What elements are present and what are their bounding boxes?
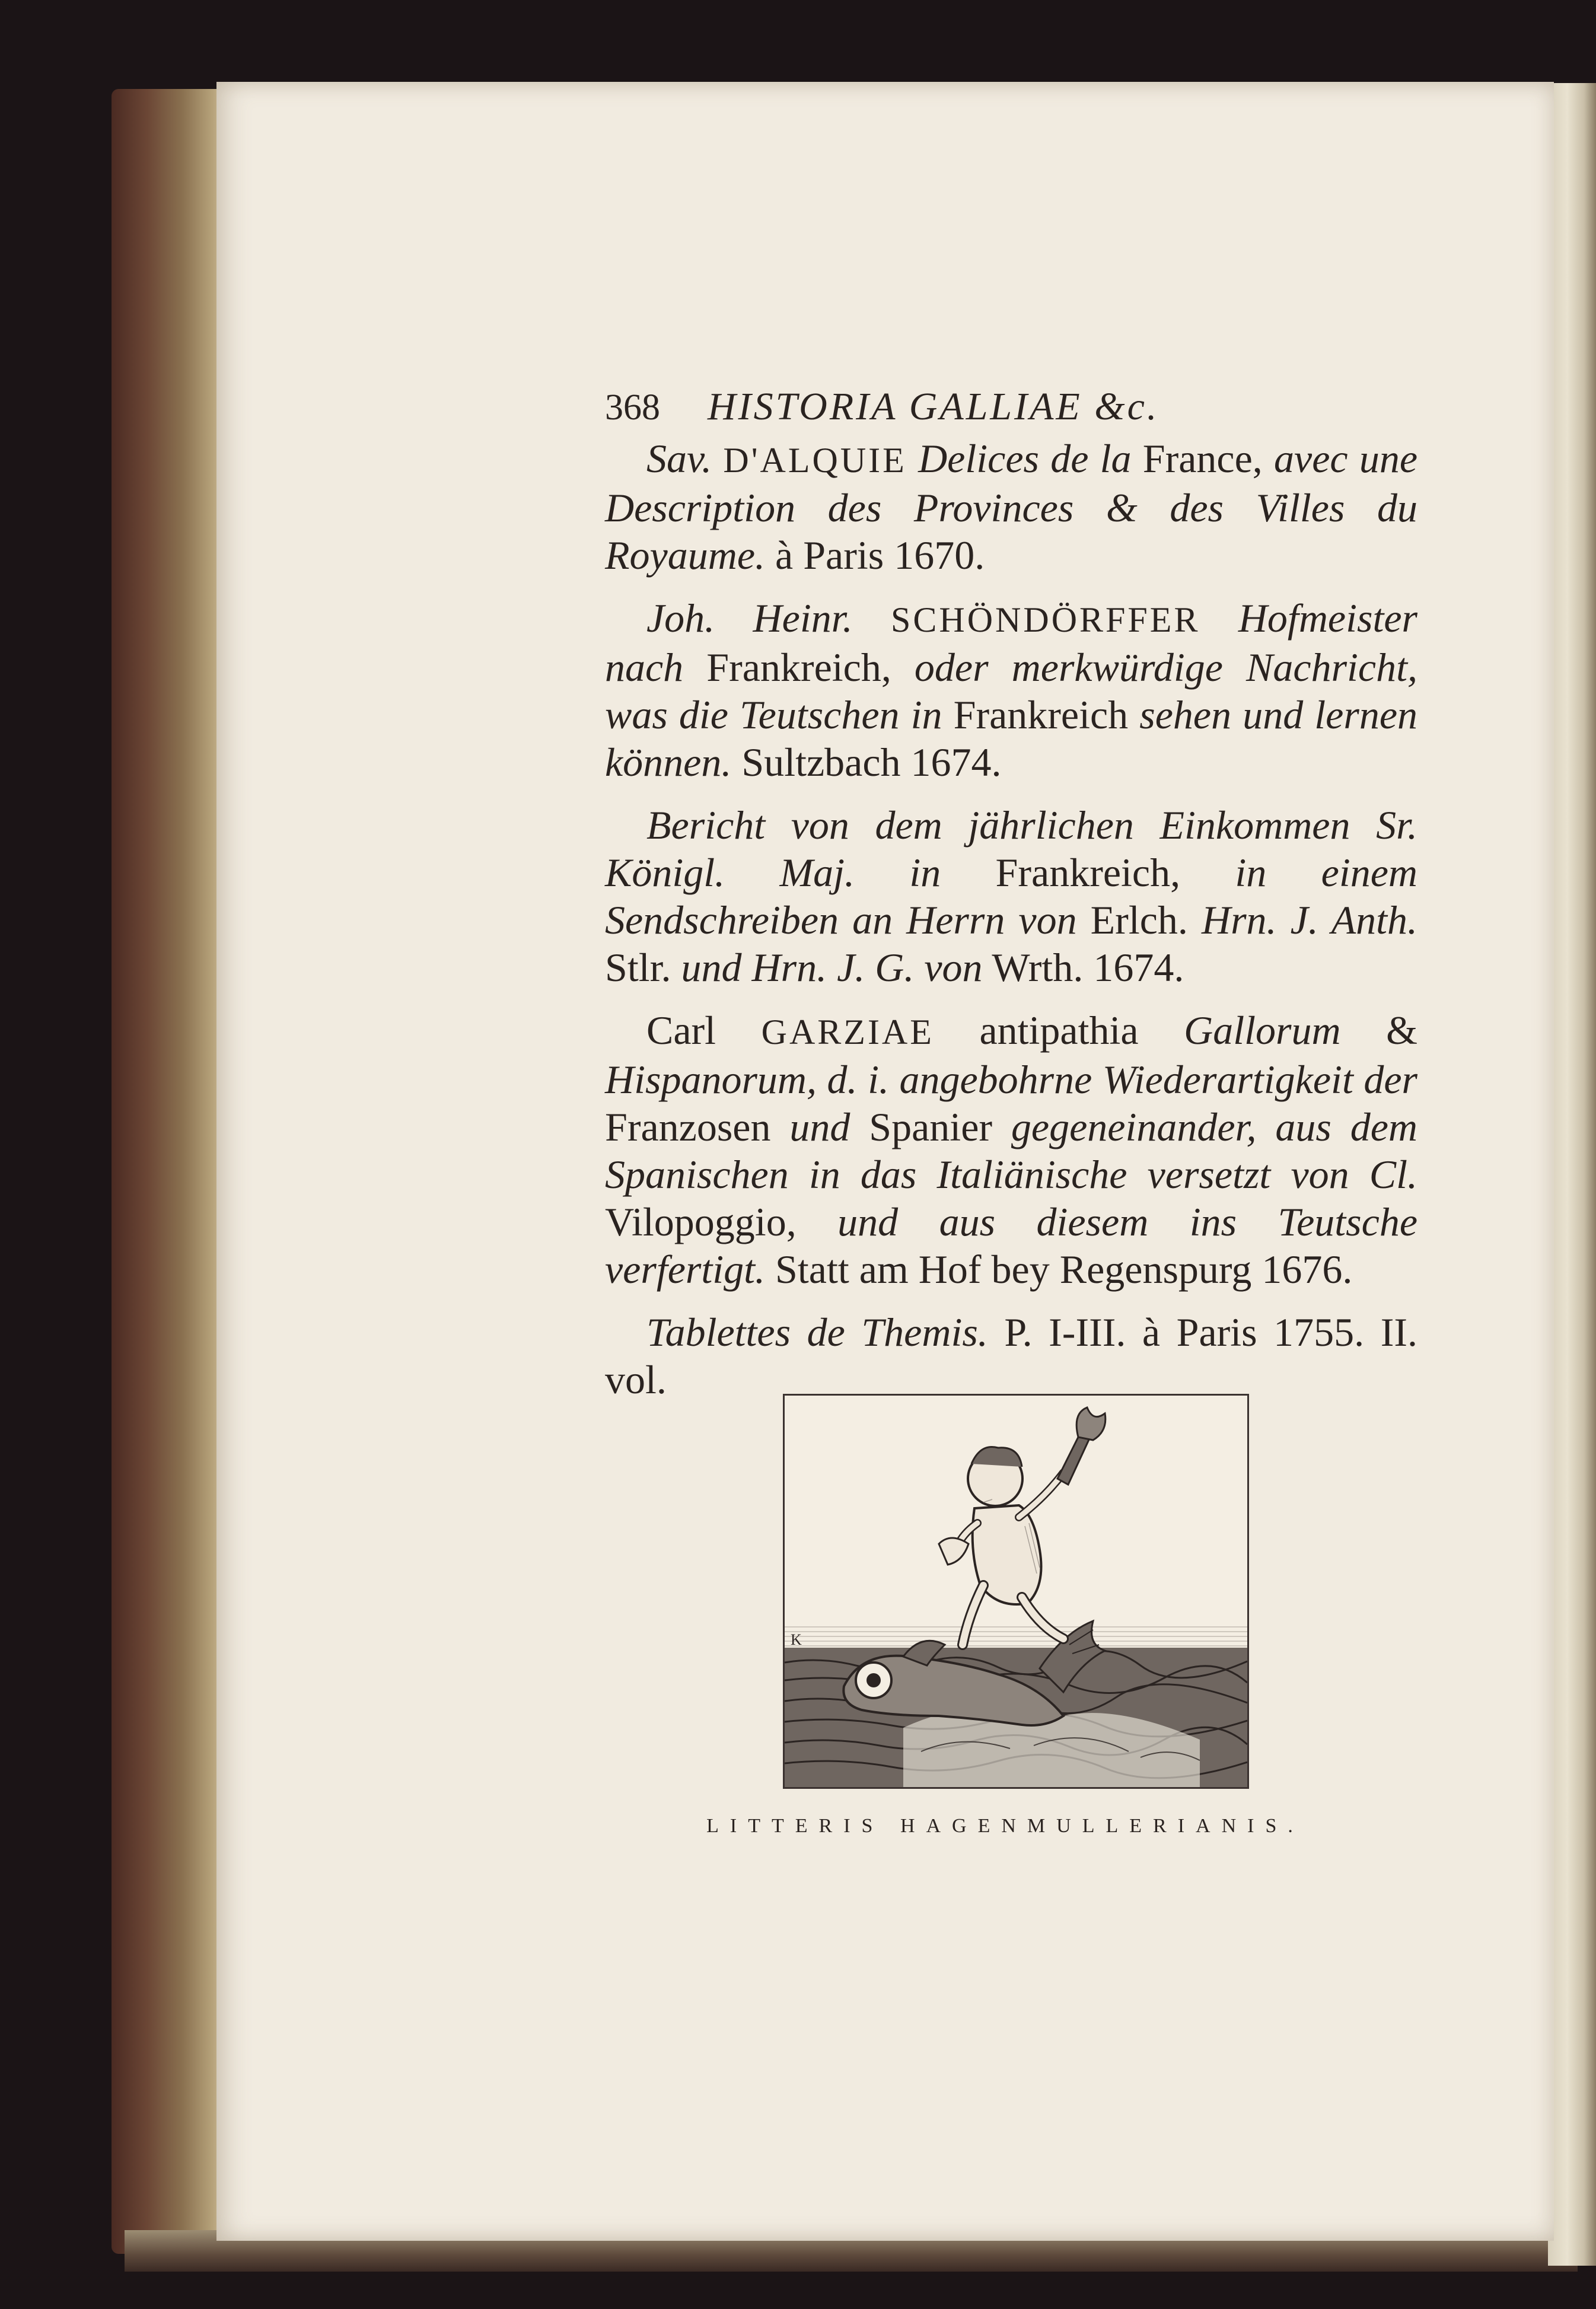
author-surname: SCHÖNDÖRFFER: [891, 600, 1200, 639]
entry-title: Delices de la: [918, 436, 1132, 481]
entry-title-roman: Frankreich,: [995, 850, 1181, 895]
entry-title-roman: Frankreich,: [706, 645, 891, 690]
entry-imprint: à Paris 1670.: [775, 533, 985, 578]
entry-title-roman: Frankreich: [953, 692, 1129, 737]
entry-imprint: P. I-III. à Paris 1755. II. vol.: [605, 1310, 1417, 1402]
entry-name: Stlr.: [605, 945, 671, 990]
entry-title: Gallorum: [1184, 1008, 1341, 1053]
author-surname: D'ALQUIE: [723, 441, 907, 480]
entry-text: Franzosen: [605, 1104, 771, 1149]
bibliography-entry: [605, 594, 1417, 786]
author-forename: Joh. Heinr.: [646, 595, 853, 641]
bibliography-entry: [605, 1308, 1417, 1403]
engraver-mark: K: [791, 1631, 802, 1648]
facing-page-edge: [1548, 83, 1596, 2266]
entry-title: Bericht von dem jährlichen Einkommen Sr. Königl. Maj. in: [605, 802, 1417, 895]
cherub-on-dolphin-icon: [785, 1396, 1247, 1787]
entry-title: gegeneinander, aus dem Spanischen in das Italiänische versetzt von Cl.: [605, 1104, 1418, 1197]
entry-name: Wrth. 1674.: [992, 945, 1184, 990]
author-forename: Carl: [646, 1008, 716, 1053]
book-left-edge: [112, 89, 230, 2254]
entry-title: in einem Sendschreiben an Herrn von: [605, 850, 1417, 942]
entry-text: antipathia: [979, 1008, 1139, 1053]
entry-title: und aus diesem ins Teutsche verfertigt.: [605, 1199, 1417, 1292]
running-head: [605, 386, 1417, 429]
vignette-engraving: [783, 1394, 1249, 1789]
entry-title: sehen und lernen können.: [605, 692, 1418, 785]
entry-title: und Hrn. J. G. von: [681, 945, 983, 990]
entry-name: Erlch.: [1090, 897, 1188, 942]
page-number: 368: [605, 387, 660, 428]
author-forename: Sav.: [646, 436, 712, 481]
entry-imprint: Sultzbach 1674.: [741, 740, 1002, 785]
bibliography-entry: [605, 435, 1417, 579]
entry-title: Hispanorum, d. i. angebohrne Wiederartigkeit der: [605, 1057, 1417, 1102]
entry-text: &: [1386, 1008, 1417, 1053]
colophon: LITTERIS HAGENMULLERIANIS.: [706, 1815, 1304, 1837]
text-block: [605, 386, 1417, 1419]
entry-title: Hrn. J. Anth.: [1201, 897, 1418, 942]
entry-title: oder merkwürdige Nachricht, was die Teutschen in: [605, 645, 1418, 737]
author-surname: GARZIAE: [761, 1012, 934, 1052]
entry-text: Vilopoggio,: [605, 1199, 797, 1244]
entry-title-roman: France,: [1142, 436, 1263, 481]
entry-title: Hofmeister nach: [605, 595, 1418, 690]
bibliography-entry: [605, 1007, 1417, 1293]
running-title: HISTORIA GALLIAE &c.: [708, 385, 1159, 428]
entry-text: Spanier: [869, 1104, 993, 1149]
entry-title: und: [789, 1104, 850, 1149]
entry-title: Tablettes de Themis.: [646, 1310, 988, 1355]
entry-title: avec une Description des Provinces & des Villes du Royaume.: [605, 436, 1418, 578]
bibliography-entry: [605, 801, 1417, 991]
entry-imprint: Statt am Hof bey Regenspurg 1676.: [775, 1247, 1353, 1292]
